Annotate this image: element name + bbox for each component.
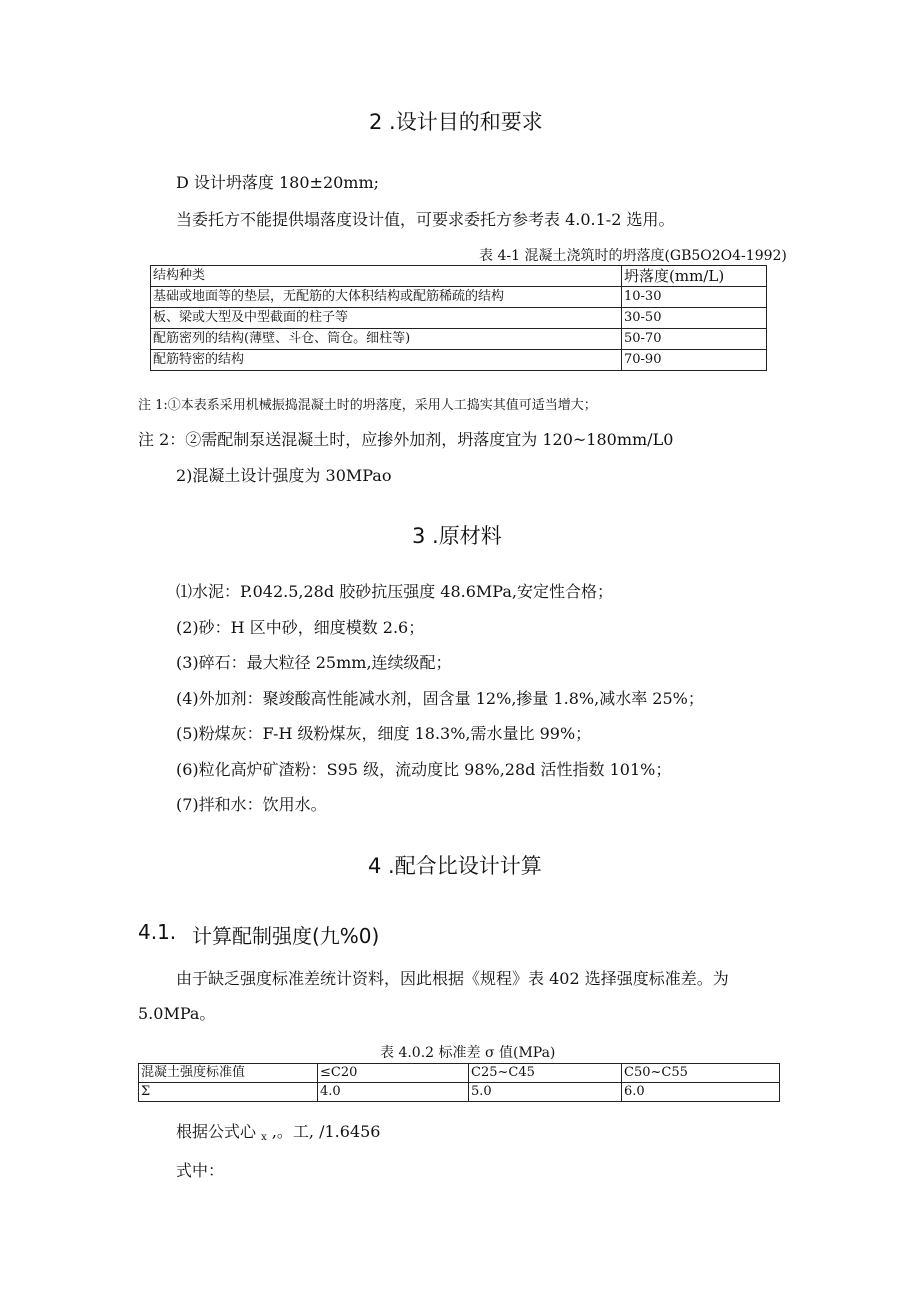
structure-type-cell: 板、梁或大型及中型截面的柱子等 xyxy=(151,308,622,329)
design-strength-line: 2)混凝土设计强度为 30MPao xyxy=(176,466,392,485)
table-2-caption: 表 4.0.2 标准差 σ 值(MPa) xyxy=(380,1045,556,1061)
material-item: ⑴水泥：P.042.5,28d 胶砂抗压强度 48.6MPa,安定性合格； xyxy=(176,582,613,601)
value-cell: 6.0 xyxy=(622,1083,780,1102)
client-slump-line: 当委托方不能提供塌落度设计值，可要求委托方参考表 4.0.1-2 选用。 xyxy=(176,210,675,229)
value-cell: 5.0 xyxy=(469,1083,622,1102)
formula-line xyxy=(176,1119,380,1143)
header-cell: C25~C45 xyxy=(469,1064,622,1083)
slump-value-cell: 70-90 xyxy=(622,350,767,371)
header-cell-slump: 坍落度(mm∕L) xyxy=(622,266,767,287)
header-cell: ≤C20 xyxy=(318,1064,469,1083)
std-dev-paragraph-line-1: 由于缺乏强度标准差统计资料，因此根据《规程》表 402 选择强度标准差。为 xyxy=(176,969,729,988)
table-row xyxy=(151,329,767,350)
slump-value-cell: 30-50 xyxy=(622,308,767,329)
formula-prefix: 根据公式心 xyxy=(176,1122,257,1141)
material-item: (4)外加剂：聚竣酸高性能减水剂，固含量 12%,掺量 1.8%,减水率 25%； xyxy=(176,689,704,708)
slump-value-cell: 10-30 xyxy=(622,287,767,308)
material-item: (5)粉煤灰：F-H 级粉煤灰，细度 18.3%,需水量比 99%； xyxy=(176,724,592,743)
note-1: 注 1:①本表系采用机械振捣混凝土时的坍落度，采用人工捣实其值可适当增大； xyxy=(138,398,597,413)
value-cell: 4.0 xyxy=(318,1083,469,1102)
header-cell: C50~C55 xyxy=(622,1064,780,1083)
table-row xyxy=(151,287,767,308)
structure-type-cell: 配筋密列的结构(薄壁、斗仓、筒仓。细柱等) xyxy=(151,329,622,350)
section-4-heading: 4 .配合比设计计算 xyxy=(368,854,542,878)
table-header-row xyxy=(139,1064,780,1083)
material-item: (6)粒化高炉矿渣粉：S95 级，流动度比 98%,28d 活性指数 101%； xyxy=(176,760,672,779)
formula-rest: ,。工, /1.6456 xyxy=(271,1122,381,1141)
material-item: (3)碎石：最大粒径 25mm,连续级配； xyxy=(176,653,452,672)
slump-design-line: D 设计坍落度 180±20mm; xyxy=(176,173,380,192)
table-row xyxy=(151,308,767,329)
value-cell: Σ xyxy=(139,1083,318,1102)
formula-subscript: x xyxy=(261,1132,267,1143)
section-3-heading: 3 .原材料 xyxy=(412,524,502,548)
header-cell-structure: 结构种类 xyxy=(151,266,622,287)
material-item: (7)拌和水：饮用水。 xyxy=(176,795,327,814)
slump-value-cell: 50-70 xyxy=(622,329,767,350)
std-dev-paragraph-line-2: 5.0MPa。 xyxy=(138,1004,216,1023)
header-cell: 混凝土强度标准值 xyxy=(139,1064,318,1083)
structure-type-cell: 配筋特密的结构 xyxy=(151,350,622,371)
note-2: 注 2：②需配制泵送混凝土时，应掺外加剂，坍落度宜为 120~180mm∕L0 xyxy=(138,430,674,449)
material-item: (2)砂：H 区中砂，细度模数 2.6； xyxy=(176,618,425,637)
section-2-heading: 2 .设计目的和要求 xyxy=(369,110,543,134)
structure-type-cell: 基础或地面等的垫层，无配筋的大体积结构或配筋稀疏的结构 xyxy=(151,287,622,308)
std-dev-table xyxy=(138,1063,780,1102)
table-1-caption: 表 4-1 混凝土浇筑时的坍落度(GB5O2O4-1992) xyxy=(479,248,787,264)
slump-table xyxy=(150,265,767,371)
table-row xyxy=(139,1083,780,1102)
table-row xyxy=(151,350,767,371)
where-label: 式中： xyxy=(176,1161,225,1180)
table-header-row xyxy=(151,266,767,287)
subsection-number: 4.1. xyxy=(138,920,177,944)
subsection-title: 计算配制强度(九%0) xyxy=(192,924,380,948)
